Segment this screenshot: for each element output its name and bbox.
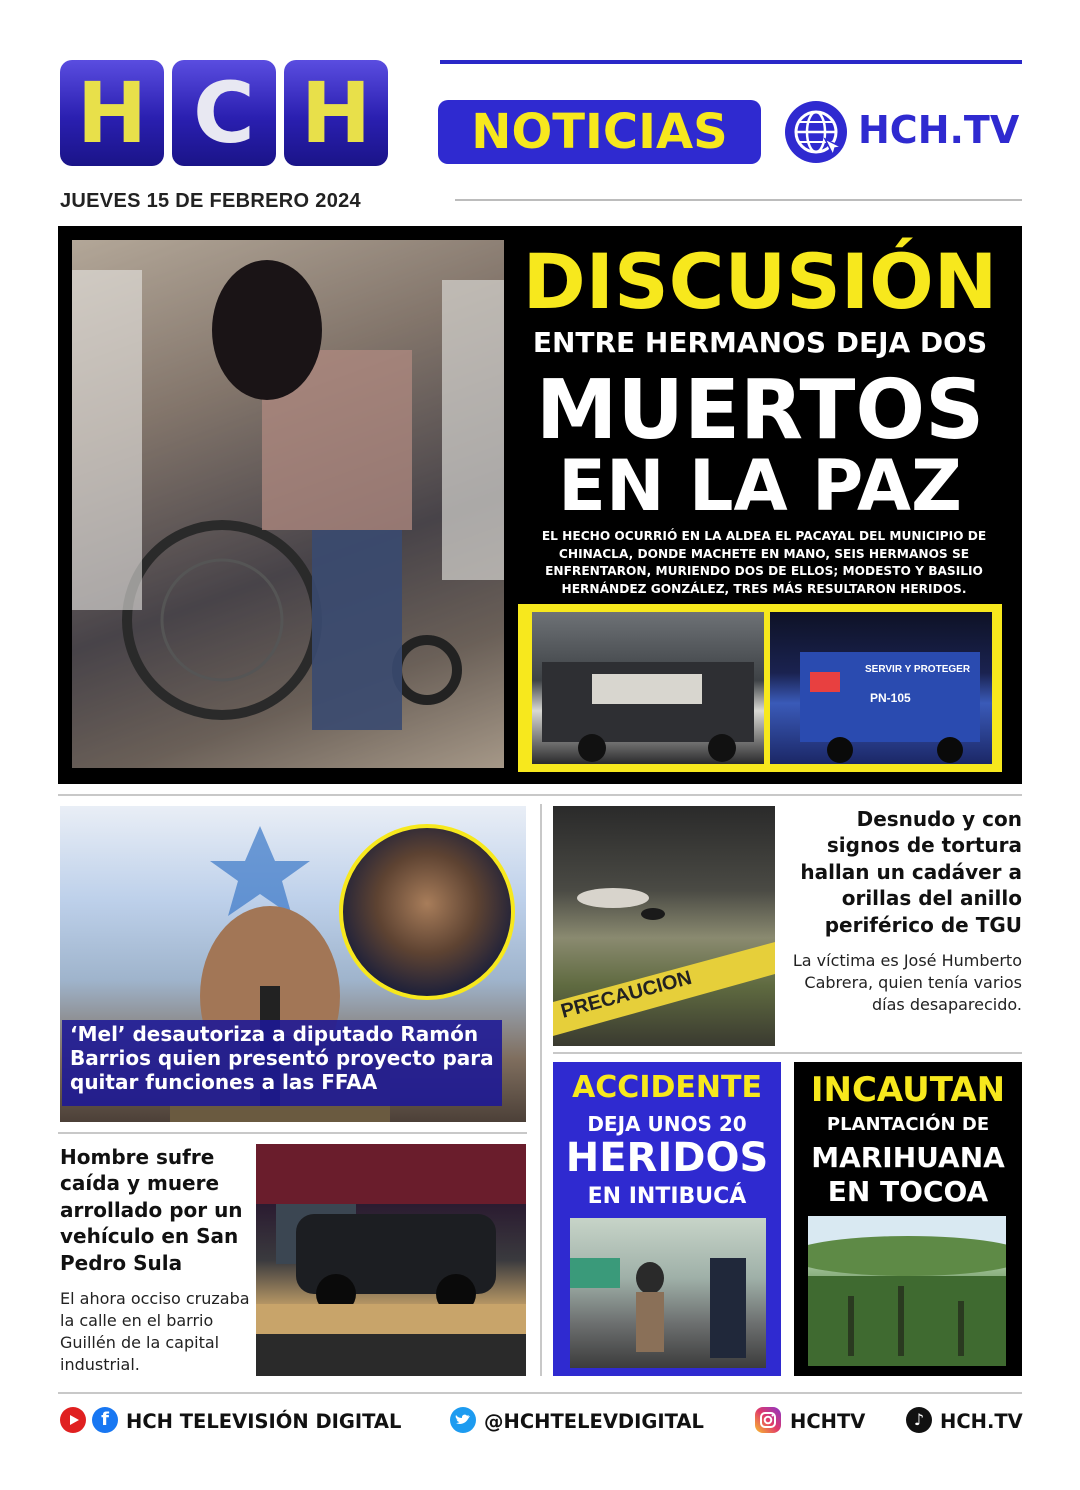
logo-h-left: H [76, 64, 148, 162]
sps-story-headline[interactable]: Hombre sufre caída y muere arrollado por un vehículo en San Pedro Sula [60, 1145, 243, 1275]
divider-footer [58, 1392, 1022, 1394]
main-story-photo [72, 240, 504, 768]
noticias-label: NOTICIAS [471, 104, 728, 160]
facebook-icon[interactable]: f [92, 1407, 118, 1433]
header-top-rule [440, 60, 1022, 64]
marijuana-plantation-photo [808, 1216, 1006, 1366]
footer-twitter[interactable]: @HCHTELEVDIGITAL [484, 1410, 704, 1433]
tiktok-icon[interactable]: ♪ [906, 1407, 932, 1433]
accident-headline-1: ACCIDENTE [572, 1070, 762, 1105]
logo-letter-h1 [60, 60, 164, 166]
cadaver-story-photo[interactable] [553, 806, 775, 1046]
incautan-headline-2: PLANTACIÓN DE [826, 1114, 990, 1135]
youtube-icon[interactable] [60, 1407, 86, 1433]
incautan-headline-4: EN TOCOA [827, 1175, 989, 1208]
footer-instagram[interactable]: HCHTV [790, 1410, 866, 1433]
pickup-truck-photo [532, 612, 764, 764]
cadaver-story-headline[interactable]: Desnudo y con signos de tortura hallan un cadáver a orillas del anillo periférico de TGU [800, 807, 1022, 937]
police-patrol-photo [770, 612, 992, 764]
twitter-icon[interactable] [450, 1407, 476, 1433]
main-headline-2: ENTRE HERMANOS DEJA DOS [532, 326, 988, 359]
accident-story-photo [570, 1218, 766, 1368]
noticias-badge [438, 100, 761, 164]
divider-mid-left [58, 1132, 527, 1134]
logo-c: C [193, 64, 255, 162]
mel-inset-portrait [339, 824, 515, 1000]
accident-headline-4: EN INTIBUCÁ [587, 1184, 747, 1209]
main-headline-1: DISCUSIÓN [522, 237, 998, 326]
divider-top [58, 794, 1022, 796]
mel-story-headline[interactable]: ‘Mel’ desautoriza a diputado Ramón Barrios quien presentó proyecto para quitar funciones a las FFAA [70, 1022, 494, 1094]
footer-tiktok[interactable]: HCH.TV [940, 1410, 1023, 1433]
patrol-number: PN-105 [870, 691, 911, 705]
sps-story-body: El ahora occiso cruzaba la calle en el barrio Guillén de la capital industrial. [60, 1289, 250, 1375]
logo-letter-h2 [284, 60, 388, 166]
divider-vertical [540, 804, 542, 1376]
accident-headline-3: HERIDOS [565, 1135, 769, 1181]
instagram-icon[interactable] [755, 1407, 781, 1433]
logo-letter-c [172, 60, 276, 166]
logo-h-right: H [300, 64, 372, 162]
main-story-summary: EL HECHO OCURRIÓ EN LA ALDEA EL PACAYAL DEL MUNICIPIO DE CHINACLA, DONDE MACHETE EN MANO, SEIS HERMANOS SE ENFRENTARON, MURIENDO DOS DE ELLOS; MODESTO Y BASILIO HERNÁNDEZ GONZÁLEZ, TRES MÁS RESULTARON HERIDOS. [541, 529, 987, 597]
sps-story-photo[interactable] [256, 1144, 526, 1376]
caution-tape-text: PRECAUCION [558, 966, 695, 1023]
accident-headline-2: DEJA UNOS 20 [587, 1112, 747, 1136]
patrol-slogan: SERVIR Y PROTEGER [865, 664, 971, 675]
footer-facebook-youtube[interactable]: HCH TELEVISIÓN DIGITAL [126, 1410, 402, 1433]
incautan-headline-1: INCAUTAN [810, 1070, 1006, 1110]
website-link[interactable]: HCH.TV [858, 108, 1020, 152]
date-rule [455, 199, 1022, 201]
main-headline-3: MUERTOS [535, 363, 985, 458]
cadaver-story-body: La víctima es José Humberto Cabrera, quien tenía varios días desaparecido. [792, 951, 1022, 1015]
issue-date: JUEVES 15 DE FEBRERO 2024 [60, 190, 361, 212]
main-headline-4: EN LA PAZ [558, 445, 962, 527]
globe-icon[interactable] [785, 101, 847, 163]
incautan-headline-3: MARIHUANA [811, 1141, 1005, 1174]
divider-mid-right [553, 1052, 1022, 1054]
